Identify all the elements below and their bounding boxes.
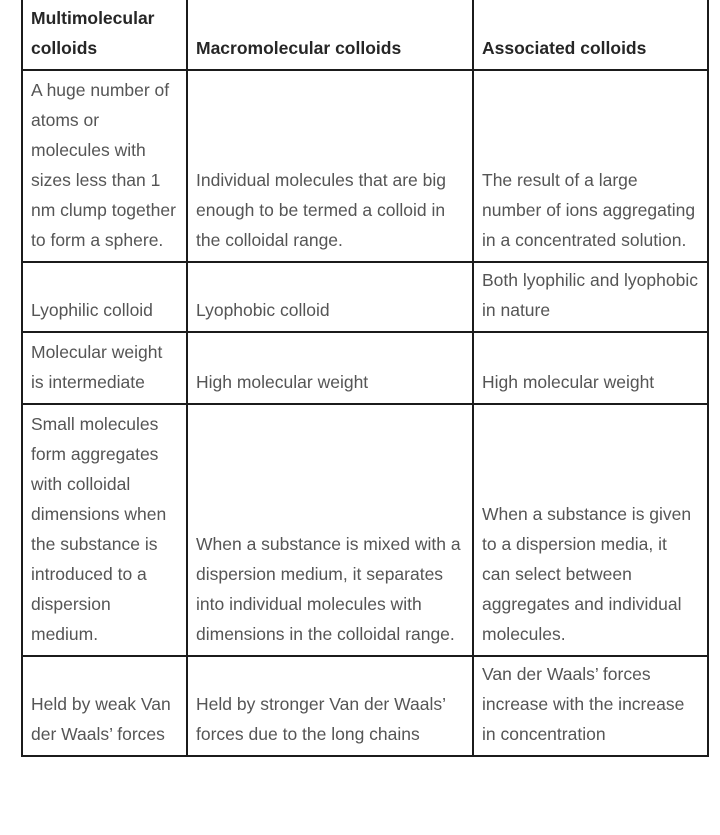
cell-macromolecular xyxy=(187,70,473,262)
cell-macromolecular xyxy=(187,656,473,756)
cell-text: Lyophobic colloid xyxy=(196,300,330,320)
column-header-multimolecular-text: Multimolecular colloids xyxy=(31,8,155,58)
cell-text: A huge number of atoms or molecules with sizes less than 1 nm clump together to form a sphere. xyxy=(31,80,176,250)
cell-associated xyxy=(473,404,708,656)
table-row xyxy=(22,332,708,404)
cell-associated xyxy=(473,262,708,332)
cell-multimolecular xyxy=(22,656,187,756)
colloid-comparison-table xyxy=(21,0,709,757)
column-header-macromolecular-text: Macromolecular colloids xyxy=(196,38,402,58)
cell-text: Held by weak Van der Waals’ forces xyxy=(31,694,171,744)
cell-multimolecular xyxy=(22,70,187,262)
table-row xyxy=(22,70,708,262)
table-row xyxy=(22,262,708,332)
cell-macromolecular xyxy=(187,404,473,656)
cell-macromolecular xyxy=(187,332,473,404)
cell-text: When a substance is given to a dispersion media, it can select between aggregates and individual molecules. xyxy=(482,504,692,644)
cell-text: When a substance is mixed with a dispersion medium, it separates into individual molecules with dimensions in the colloidal range. xyxy=(196,534,461,644)
cell-text: High molecular weight xyxy=(196,372,369,392)
cell-text: Individual molecules that are big enough to be termed a colloid in the colloidal range. xyxy=(196,170,447,250)
cell-associated xyxy=(473,656,708,756)
cell-text: Held by stronger Van der Waals’ forces due to the long chains xyxy=(196,694,446,744)
cell-multimolecular xyxy=(22,262,187,332)
cell-text: Both lyophilic and lyophobic in nature xyxy=(482,270,698,320)
column-header-associated xyxy=(473,0,708,70)
cell-associated xyxy=(473,70,708,262)
cell-text: The result of a large number of ions aggregating in a concentrated solution. xyxy=(482,170,696,250)
table-header-row xyxy=(22,0,708,70)
cell-macromolecular xyxy=(187,262,473,332)
table-row xyxy=(22,404,708,656)
column-header-multimolecular xyxy=(22,0,187,70)
cell-text: Lyophilic colloid xyxy=(31,300,153,320)
column-header-macromolecular xyxy=(187,0,473,70)
cell-text: High molecular weight xyxy=(482,372,655,392)
cell-multimolecular xyxy=(22,404,187,656)
cell-associated xyxy=(473,332,708,404)
cell-text: Molecular weight is intermediate xyxy=(31,342,163,392)
cell-text: Small molecules form aggregates with colloidal dimensions when the substance is introduced to a dispersion medium. xyxy=(31,414,167,644)
cell-text: Van der Waals’ forces increase with the increase in concentration xyxy=(482,664,685,744)
table-row xyxy=(22,656,708,756)
cell-multimolecular xyxy=(22,332,187,404)
column-header-associated-text: Associated colloids xyxy=(482,38,647,58)
